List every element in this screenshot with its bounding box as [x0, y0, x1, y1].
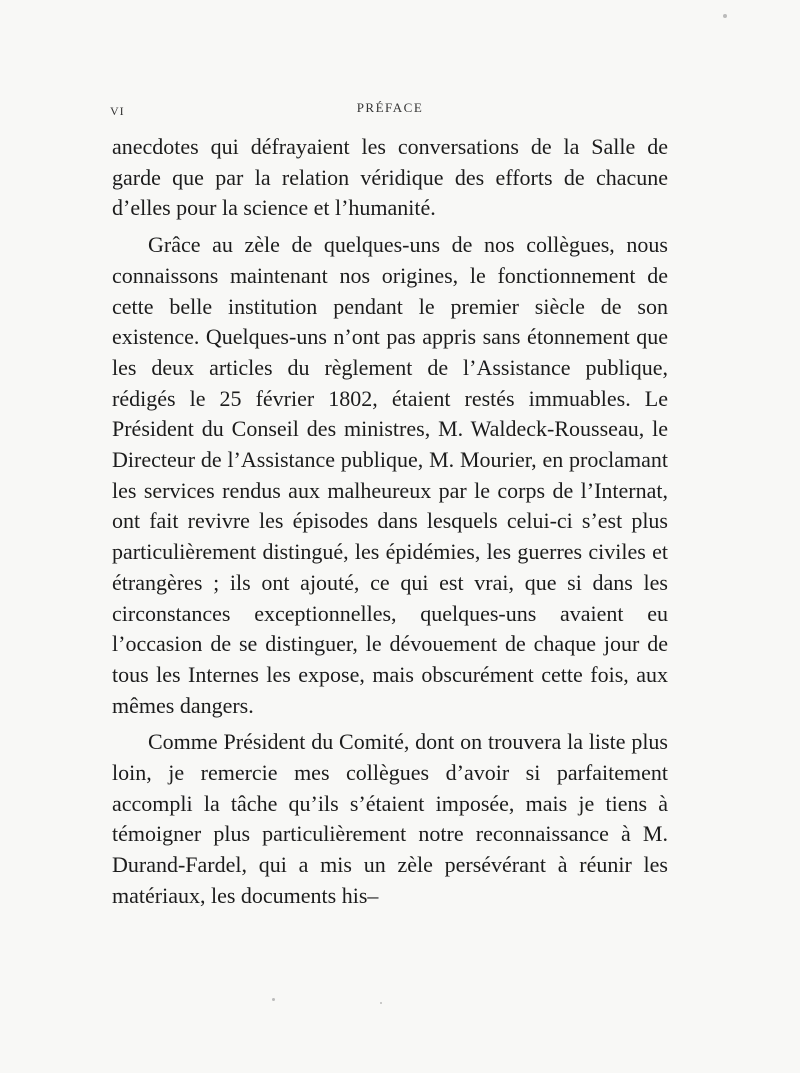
body-text	[112, 132, 668, 912]
page-speck	[380, 1002, 382, 1004]
paragraph-continuation: anecdotes qui défrayaient les conversations de la Salle de garde que par la relation véridique des efforts de chacune d’elles pour la science et l’humanité.	[112, 134, 668, 221]
paragraph-committee-thanks: Comme Président du Comité, dont on trouvera la liste plus loin, je remercie mes collègues d’avoir si parfaitement accompli la tâche qu’ils s’étaient imposée, mais je tiens à témoigner plus particulièrement notre reconnaissance à M. Durand-Fardel, qui a mis un zèle persévérant à réunir les matériaux, les documents his–	[112, 729, 668, 908]
page-number: VI	[110, 104, 125, 118]
running-title: PRÉFACE	[356, 100, 424, 115]
page-speck	[723, 14, 727, 18]
paragraph-internat-history: Grâce au zèle de quelques-uns de nos collègues, nous connaissons maintenant nos origines, le fonctionnement de cette belle institution pendant le premier siècle de son existence. Quelques-uns n’ont pas appris sans étonnement que les deux articles du règlement de l’Assistance publique, rédigés le 25 février 1802, étaient restés immuables. Le Président du Conseil des ministres, M. Waldeck-Rousseau, le Directeur de l’Assistance publique, M. Mourier, en proclamant les services rendus aux malheureux par le corps de l’Internat, ont fait revivre les épisodes dans lesquels celui-ci s’est plus particulièrement distingué, les épidémies, les guerres civiles et étrangères ; ils ont ajouté, ce qui est vrai, que si dans les circonstances exceptionnelles, quelques-uns avaient eu l’occasion de se distinguer, le dévouement de chaque jour de tous les Internes les expose, mais obscurément cette fois, aux mêmes dangers.	[112, 232, 668, 718]
page-speck	[272, 998, 275, 1001]
page-header	[110, 100, 670, 120]
